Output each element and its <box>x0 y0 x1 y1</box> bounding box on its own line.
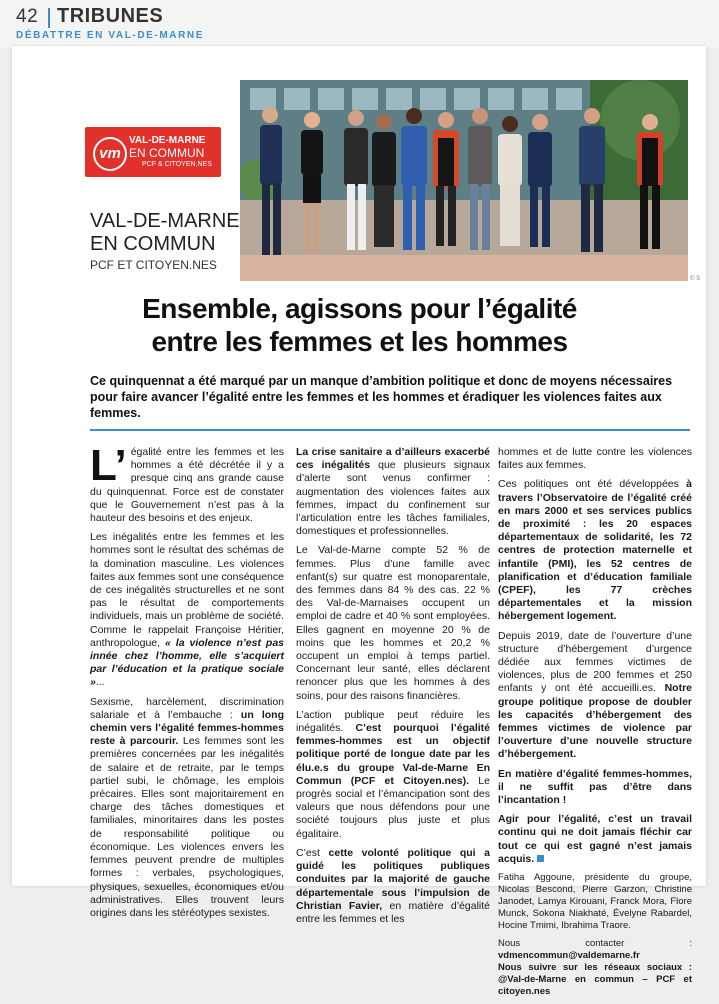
contact-info: Nous contacter : vdmencommun@valdemarne.fr Nous suivre sur les réseaux sociaux : @Val-de-Marne en commun – PCF et citoyen.nes <box>498 938 692 998</box>
drop-cap: L’ <box>90 441 127 490</box>
group-logo <box>85 127 221 177</box>
logo-line-3: PCF & CITOYEN.NES <box>142 161 212 168</box>
group-subtitle: PCF ET CITOYEN.NES <box>90 258 217 272</box>
end-mark-icon <box>537 855 544 862</box>
article-title: Ensemble, agissons pour l’égalité entre les femmes et les hommes <box>142 293 577 357</box>
logo-monogram-icon: vm <box>93 137 127 171</box>
article-lead: Ce quinquennat a été marqué par un manque d’ambition politique et donc de moyens nécessaires pour faire avancer l’égalité entre les femmes et les hommes et éradiquer les violences faites aux femmes. <box>90 374 673 420</box>
social-handle: Nous suivre sur les réseaux sociaux : @Val-de-Marne en commun – PCF et citoyen.nes <box>498 962 692 998</box>
lead-divider <box>90 429 690 431</box>
section-subtitle: DÉBATTRE EN VAL-DE-MARNE <box>16 30 205 41</box>
page-header <box>0 0 719 48</box>
article-column-1: L’ égalité entre les femmes et les hommes a été décrétée il y a presque cinq ans grande cause du quinquennat. Force est de constater que le Gouvernement n’est pas à la hauteur des besoins et des enjeux. Les inégalités entre les femmes et les hommes sont le résultat des schémas de la domination masculine. Les violences faites aux femmes sont une conséquence de ces inégalités structurelles et ne sont pas le résultat de comportements individuels, mais un problème de société. Comme le rappelait Françoise Héritier, anthropologue, « la violence n’est pas innée chez l’homme, elle s’acquiert par l’éducation et la pratique sociale »... Sexisme, harcèlement, discrimination salariale et à l’embauche : un long chemin vers l’égalité femmes-hommes reste à parcourir. Les femmes sont les premières concernées par les inégalités de salaire et de retraite, par le temps partiel subi, le chômage, les emplois précaires. Elles sont majoritairement en charge des tâches domestiques et familiales, minoritaires dans les postes de responsabilité politique ou économique. Les violences envers les femmes peuvent prendre de multiples formes : verbales, psychologiques, physiques, sexuelles, économiques et/ou administratives. Elles trouvent leurs origines dans les stéréotypes sexistes. <box>90 441 285 919</box>
group-name: VAL-DE-MARNE EN COMMUN <box>90 210 240 255</box>
signatures: Fatiha Aggoune, présidente du groupe, Nicolas Bescond, Pierre Garzon, Christine Janodet, Lamya Kirouani, Franck Mora, Flore Munck, Sokona Niakhaté, Évelyne Rabardel, Hocine Tmimi, Ibrahima Traore. <box>498 872 692 932</box>
logo-line-1: VAL-DE-MARNE <box>129 135 206 146</box>
page-number: 42 <box>16 6 39 27</box>
contact-email[interactable]: vdmencommun@valdemarne.fr <box>498 950 640 962</box>
logo-line-2: EN COMMUN <box>129 146 205 160</box>
heritier-quote: « la violence n’est pas innée chez l’homme, elle s’acquiert par l’éducation et la pratique sociale » <box>90 636 285 689</box>
article-column-3: hommes et de lutte contre les violences faites aux femmes. Ces politiques ont été développées à travers l’Observatoire de l’égalité créé en mars 2000 et ses services publics de proximité : les 20 espaces départementaux de solidarité, les 72 centres de protection maternelle et infantile (PMI), les 52 centres de planification et d’éducation familiale (CPEF), les 77 crèches départementales et la mission hébergement logement. Depuis 2019, date de l’ouverture d’une structure d’hébergement d’urgence dédiée aux femmes victimes de violences, plus de 200 femmes et 250 enfants y ont été accueilli.es. Notre groupe politique propose de doubler les capacités d’hébergement des femmes victimes de violence par l’ouverture d’une nouvelle structure d’hébergement. En matière d’égalité femmes-hommes, il ne suffit pas d’être dans l’incantation ! Agir pour l’égalité, c’est un travail continu qui ne doit jamais fléchir car tout ce qui est gagné n’est jamais acquis. Fatiha Aggoune, présidente du groupe, Nicolas Bescond, Pierre Garzon, Christine Janodet, Lamya Kirouani, Franck Mora, Flore Munck, Sokona Niakhaté, Évelyne Rabardel, Hocine Tmimi, Ibrahima Traore. Nous contacter : vdmencommun@valdemarne.fr Nous suivre sur les réseaux sociaux : @Val-de-Marne en commun – PCF et citoyen.nes <box>498 446 692 998</box>
article-column-2: La crise sanitaire a d’ailleurs exacerbé ces inégalités que plusieurs signaux d’alerte sont venus confirmer : augmentation des violences faites aux femmes, impact du confinement sur l’articulation entre les tâches familiales, domestiques et professionnelles. Le Val-de-Marne compte 52 % de femmes. Plus d’une famille avec enfant(s) sur quatre est monoparentale, des femmes dans 84 % des cas. 22 % des Val-de-Marnaises occupent un emploi de cadre et 40 % sont employées. Elles gagnent en moyenne 20 % de moins que les hommes et 20,2 % occupent un emploi à temps partiel. Concernant leur santé, elles déclarent renoncer plus que les hommes à des soins, pour des raisons financières. L’action publique peut réduire les inégalités. C’est pourquoi l’égalité femmes-hommes est un objectif politique porté de longue date par les élu.e.s du groupe Val-de-Marne En Commun (PCF et Citoyen.nes). Le progrès social et l’émancipation sont des valeurs que nous défendons pour une société toujours plus juste et plus égalitaire. C’est cette volonté politique qui a guidé les politiques publiques conduites par la majorité de gauche départementale sous l’impulsion de Christian Favier, en matière d’égalité entre les femmes et les <box>296 446 491 925</box>
group-photo <box>240 80 688 281</box>
header-separator <box>48 8 50 28</box>
section-title: TRIBUNES <box>57 5 164 27</box>
photo-credit: © S <box>690 276 701 282</box>
